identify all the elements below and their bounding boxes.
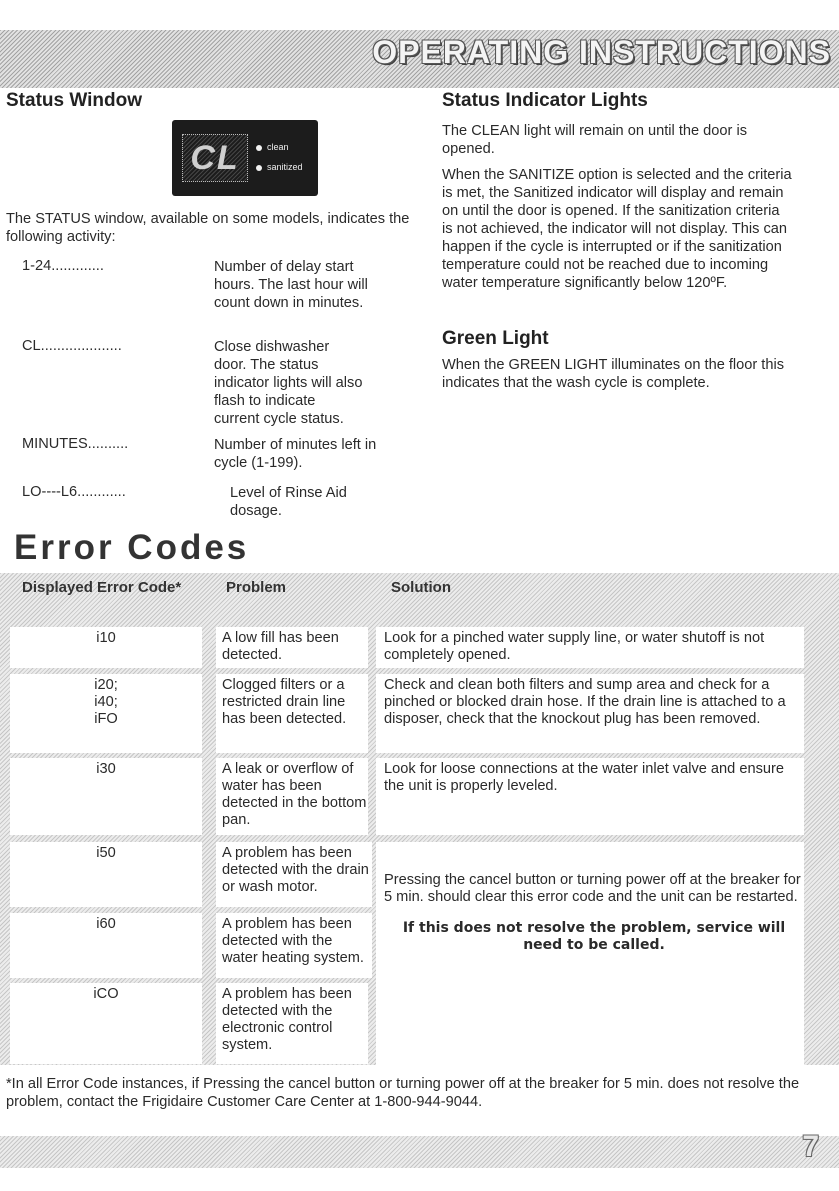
table-row-solution: Look for a pinched water supply line, or water shutoff is not completely opened.: [376, 627, 804, 668]
status-window-intro: The STATUS window, available on some models, indicates the following activity:: [6, 211, 410, 245]
display-digits: CL: [182, 134, 248, 182]
table-row-problem: Clogged filters or a restricted drain line has been detected.: [216, 674, 368, 753]
status-def-1: Number of delay start hours. The last hour will count down in minutes.: [214, 259, 368, 311]
status-term-4: LO----L6............: [22, 484, 126, 500]
green-light-paragraph: When the GREEN LIGHT illuminates on the floor this indicates that the wash cycle is complete.: [442, 357, 785, 391]
table-row-problem: A problem has been detected with the electronic control system.: [216, 983, 368, 1064]
column-header-solution: Solution: [391, 579, 451, 596]
sanitize-paragraph: When the SANITIZE option is selected and the criteria is met, the Sanitized indicator will display and remain on until the door is opened. If the sanitization criteria is not achieved, the indicator will not display. This can happen if the cycle is interrupted or if the sanitization temperature could not be reached due to incoming water temperature significantly below 120ºF.: [442, 167, 792, 291]
shared-solution-text: Pressing the cancel button or turning power off at the breaker for 5 min. should clear this error code and the unit can be restarted.: [384, 872, 801, 905]
shared-solution-bold: If this does not resolve the problem, service will need to be called.: [402, 920, 786, 953]
footnote: *In all Error Code instances, if Pressing the cancel button or turning power off at the breaker for 5 min. does not resolve the problem, contact the Frigidaire Customer Care Center at 1-800-944-9044.: [6, 1076, 800, 1110]
shared-solution-cell: [376, 842, 804, 1091]
column-header-problem: Problem: [226, 579, 287, 596]
status-window-heading: Status Window: [6, 90, 142, 111]
status-def-3: Number of minutes left in cycle (1-199).: [214, 437, 377, 471]
status-display-illustration: [172, 120, 318, 196]
error-codes-heading: Error Codes: [14, 528, 250, 567]
table-row-problem: A leak or overflow of water has been detected in the bottom pan.: [216, 758, 368, 835]
clean-indicator: [256, 142, 289, 152]
sanitized-indicator: [256, 162, 303, 172]
column-header-code: Displayed Error Code*: [22, 579, 182, 596]
page-title: OPERATING INSTRUCTIONS: [372, 34, 831, 70]
table-row-code: i60: [10, 913, 202, 978]
dot-icon: [256, 165, 262, 171]
status-def-4: Level of Rinse Aid dosage.: [230, 485, 347, 519]
dot-icon: [256, 145, 262, 151]
table-row-problem: A problem has been detected with the water heating system.: [216, 913, 372, 978]
status-term-1: 1-24.............: [22, 258, 104, 274]
clean-light-paragraph: The CLEAN light will remain on until the door is opened.: [442, 123, 747, 157]
clean-indicator-label: clean: [267, 142, 289, 152]
status-def-2: Close dishwasher door. The status indicator lights will also flash to indicate current cycle status.: [214, 339, 363, 427]
status-indicator-lights-heading: Status Indicator Lights: [442, 90, 648, 111]
table-row-code: i10: [10, 627, 202, 668]
table-row-problem: A low fill has been detected.: [216, 627, 368, 668]
green-light-heading: Green Light: [442, 328, 549, 349]
page-number: 7: [802, 1130, 819, 1163]
footer-band: [0, 1136, 839, 1168]
table-row-code: iCO: [10, 983, 202, 1064]
header-band: [0, 30, 839, 88]
table-row-code: i50: [10, 842, 202, 907]
table-row-solution: Look for loose connections at the water inlet valve and ensure the unit is properly leveled.: [376, 758, 804, 835]
table-row-code: i30: [10, 758, 202, 835]
status-term-3: MINUTES..........: [22, 436, 129, 452]
table-row-problem: A problem has been detected with the drain or wash motor.: [216, 842, 372, 907]
sanitized-indicator-label: sanitized: [267, 162, 303, 172]
status-term-2: CL....................: [22, 338, 122, 354]
table-row-code: i20; i40; iFO: [10, 674, 202, 753]
table-row-solution: Check and clean both filters and sump area and check for a pinched or blocked drain hose. If the drain line is attached to a disposer, check that the knockout plug has been removed.: [376, 674, 804, 753]
